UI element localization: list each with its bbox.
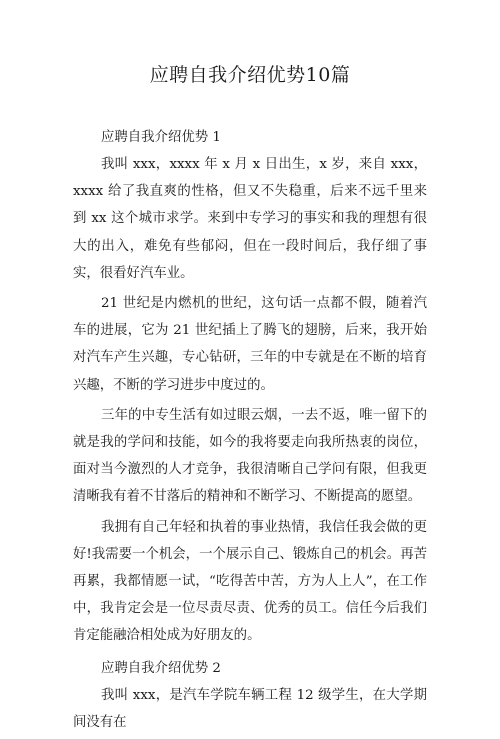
document-body — [73, 124, 427, 739]
section-heading: 应聘自我介绍优势 2 — [101, 660, 221, 676]
paragraph: 我叫 xxx，是汽车学院车辆工程 12 级学生，在大学期间没有在 — [73, 687, 427, 730]
paragraph: 21 世纪是内燃机的世纪，这句话一点都不假，随着汽车的进展，它为 21 世纪插上了腾飞的翅膀，后来，我开始对汽车产生兴趣，专心钻研，三年的中专就是在不断的培育兴趣，不断的学习进步中度过的。 — [73, 296, 427, 393]
section-2 — [73, 655, 427, 736]
paragraph: 三年的中专生活有如过眼云烟，一去不返，唯一留下的就是我的学问和技能，如今的我将要走向我所热衷的岗位，面对当今激烈的人才竞争，我很清晰自己学问有限，但我更清晰我有着不甘落后的精神和不断学习、不断提高的愿望。 — [73, 407, 427, 505]
paragraph: 我拥有自己年轻和执着的事业热情，我信任我会做的更好!我需要一个机会，一个展示自己、锻炼自己的机会。再苦再累，我都情愿一试，“吃得苦中苦，方为人上人”，在工作中，我肯定会是一位尽责尽责、优秀的员工。信任今后我们肯定能融洽相处成为好朋友的。 — [73, 519, 427, 644]
paragraph: 我叫 xxx，xxxx 年 x 月 x 日出生，x 岁，来自 xxx，xxxx 给了我直爽的性格，但又不失稳重，后来不远千里来到 xx 这个城市求学。来到中专学习的事实和我的理想有很大的出入，难免有些郁闷，但在一段时间后，我仔细了事实，很看好汽车业。 — [73, 157, 427, 281]
document-title: 应聘自我介绍优势10篇 — [149, 64, 351, 86]
section-1 — [73, 124, 427, 650]
section-heading: 应聘自我介绍优势 1 — [101, 130, 221, 145]
